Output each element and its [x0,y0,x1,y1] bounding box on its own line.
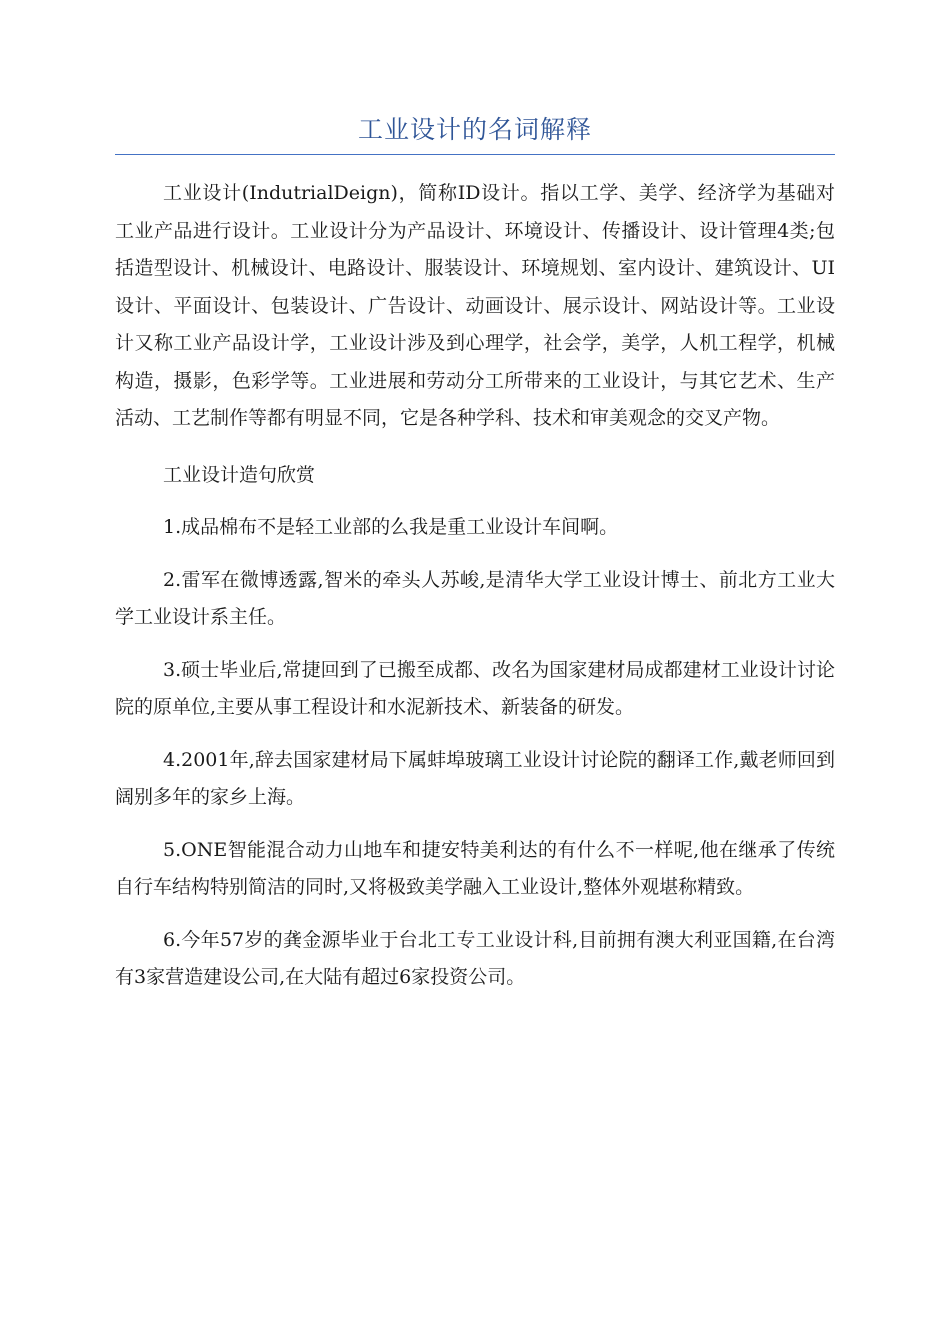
document-page [115,112,835,997]
page-title: 工业设计的名词解释 [357,115,592,144]
example-sentence-1: 1.成品棉布不是轻工业部的么我是重工业设计车间啊。 [163,516,619,538]
example-sentence-2: 2.雷军在微博透露,智米的牵头人苏峻,是清华大学工业设计博士、前北方工业大学工业设计系主任。 [115,568,835,628]
example-sentence-4: 4.2001年,辞去国家建材局下属蚌埠玻璃工业设计讨论院的翻译工作,戴老师回到阔别多年的家乡上海。 [115,748,835,808]
intro-paragraph: 工业设计(IndutrialDeign)，简称ID设计。指以工学、美学、经济学为基础对工业产品进行设计。工业设计分为产品设计、环境设计、传播设计、设计管理4类;包括造型设计、机械设计、电路设计、服装设计、环境规划、室内设计、建筑设计、UI设计、平面设计、包装设计、广告设计、动画设计、展示设计、网站设计等。工业设计又称工业产品设计学，工业设计涉及到心理学，社会学，美学，人机工程学，机械构造，摄影，色彩学等。工业进展和劳动分工所带来的工业设计，与其它艺术、生产活动、工艺制作等都有明显不同，它是各种学科、技术和审美观念的交叉产物。 [115,182,835,429]
example-sentence-5: 5.ONE智能混合动力山地车和捷安特美利达的有什么不一样呢,他在继承了传统自行车结构特别简洁的同时,又将极致美学融入工业设计,整体外观堪称精致。 [115,838,835,898]
example-sentence-6: 6.今年57岁的龚金源毕业于台北工专工业设计科,目前拥有澳大利亚国籍,在台湾有3家营造建设公司,在大陆有超过6家投资公司。 [115,928,835,988]
section-subheading: 工业设计造句欣赏 [163,463,316,486]
title-underline [115,154,835,155]
example-sentence-3: 3.硕士毕业后,常捷回到了已搬至成都、改名为国家建材局成都建材工业设计讨论院的原单位,主要从事工程设计和水泥新技术、新装备的研发。 [115,658,835,718]
